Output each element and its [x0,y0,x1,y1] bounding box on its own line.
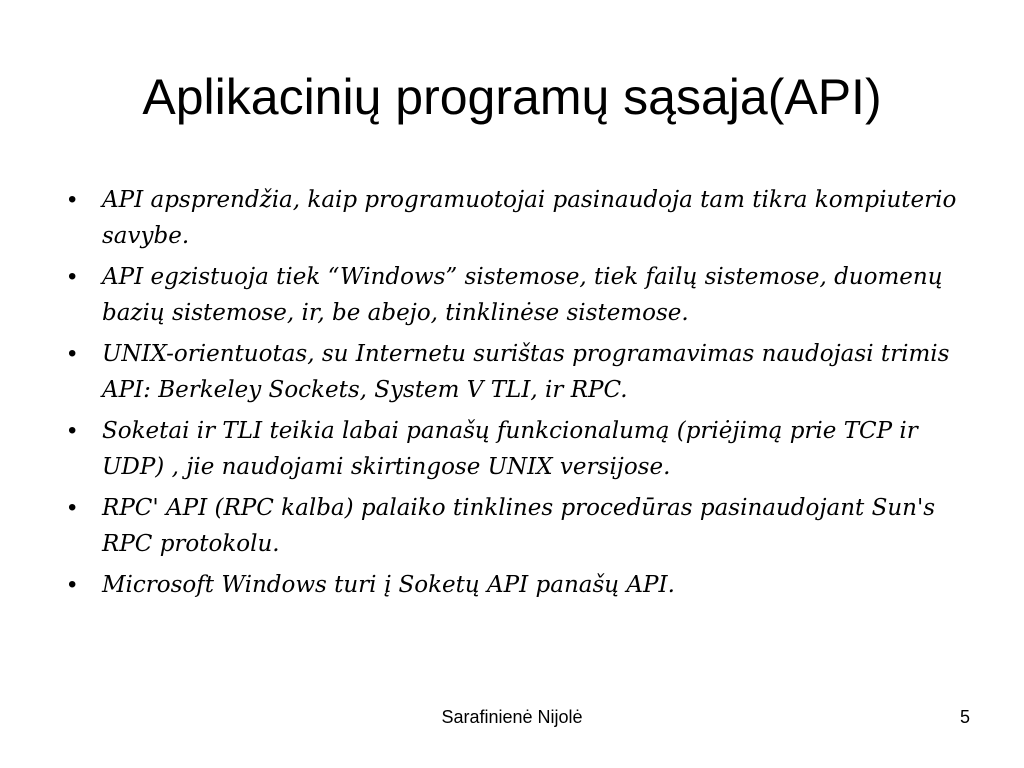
bullet-dot-icon: • [68,186,77,213]
bullet-text: Soketai ir TLI teikia labai panašų funkcionalumą (priėjimą prie TCP ir UDP) , jie naudojami skirtingose UNIX versijose. [102,418,918,480]
bullet-item [66,182,986,254]
bullet-item [66,490,986,562]
footer-author: Sarafinienė Nijolė [441,707,583,727]
bullet-item [66,336,986,408]
bullet-item [66,259,986,331]
bullet-text: Microsoft Windows turi į Soketų API panašų API. [102,572,675,598]
slide-title: Aplikacinių programų sąsaja(API) [142,69,882,125]
bullet-text: API apsprendžia, kaip programuotojai pasinaudoja tam tikra kompiuterio savybe. [102,187,957,249]
bullet-text: RPC' API (RPC kalba) palaiko tinklines procedūras pasinaudojant Sun's RPC protokolu. [102,495,936,557]
bullet-dot-icon: • [68,263,77,290]
bullet-dot-icon: • [68,417,77,444]
bullet-dot-icon: • [68,340,77,367]
bullet-text: API egzistuoja tiek “Windows” sistemose, tiek failų sistemose, duomenų bazių sistemose, ir, be abejo, tinklinėse sistemose. [102,264,943,326]
bullet-list [66,182,986,608]
bullet-item [66,567,986,603]
bullet-item [66,413,986,485]
bullet-dot-icon: • [68,494,77,521]
bullet-dot-icon: • [68,571,77,598]
bullet-text: UNIX-orientuotas, su Internetu surištas programavimas naudojasi trimis API: Berkeley Sockets, System V TLI, ir RPC. [102,341,950,403]
footer-page-number: 5 [959,707,970,727]
